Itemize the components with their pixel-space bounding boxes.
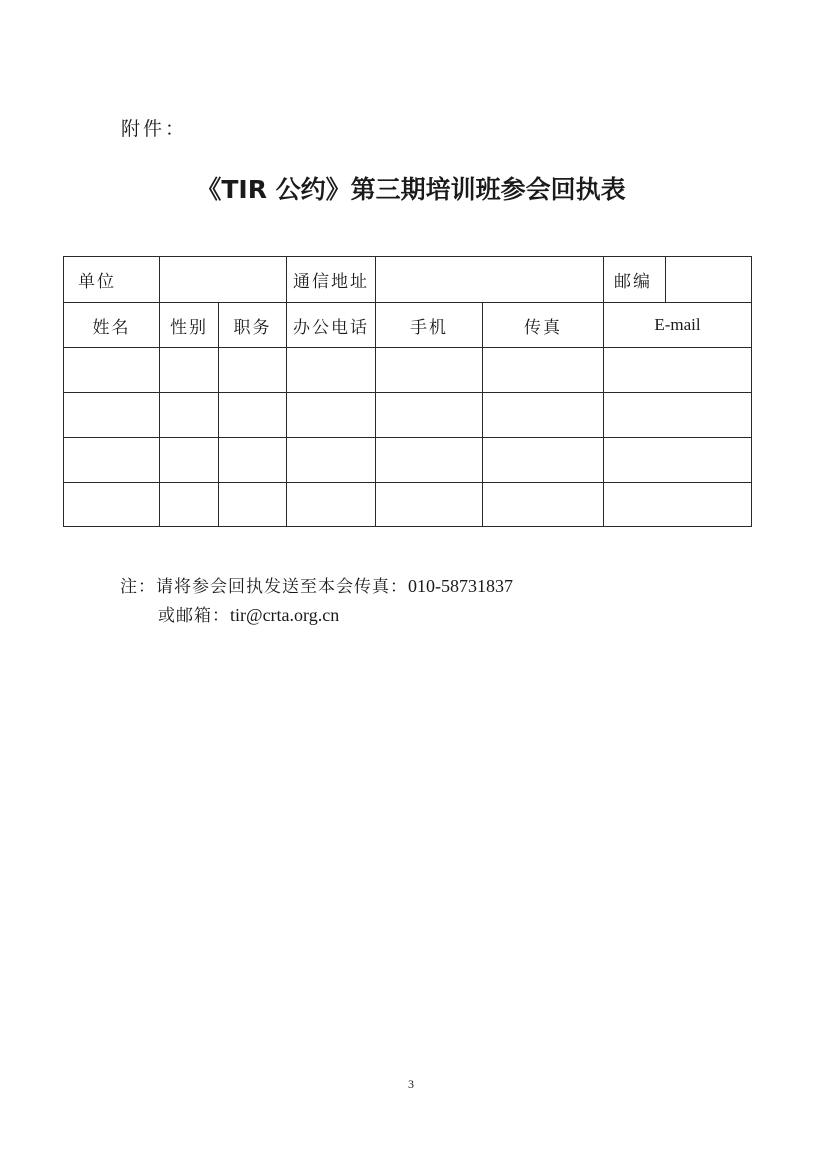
cell-fax[interactable] (483, 438, 604, 483)
unit-row (64, 257, 752, 303)
header-email: E-mail (604, 303, 752, 348)
cell-office-phone[interactable] (287, 348, 376, 393)
email-note (158, 606, 339, 625)
cell-email[interactable] (604, 348, 752, 393)
cell-position[interactable] (219, 393, 287, 438)
cell-email[interactable] (604, 438, 752, 483)
cell-gender[interactable] (160, 393, 219, 438)
cell-mobile[interactable] (376, 348, 483, 393)
cell-name[interactable] (64, 393, 160, 438)
header-fax: 传真 (483, 303, 604, 348)
cell-name[interactable] (64, 348, 160, 393)
cell-name[interactable] (64, 438, 160, 483)
unit-label: 单位 (64, 257, 160, 303)
page-number: 3 (408, 1077, 414, 1091)
cell-gender[interactable] (160, 438, 219, 483)
fax-number: 010-58731837 (408, 576, 513, 596)
header-mobile: 手机 (376, 303, 483, 348)
email-prefix: 或邮箱： (158, 606, 230, 626)
address-value-cell[interactable] (376, 257, 604, 303)
cell-office-phone[interactable] (287, 393, 376, 438)
header-position: 职务 (219, 303, 287, 348)
registration-form-table (63, 256, 752, 527)
cell-position[interactable] (219, 438, 287, 483)
cell-mobile[interactable] (376, 393, 483, 438)
submission-note (120, 577, 513, 596)
table-row (64, 393, 752, 438)
attachment-label: 附件： (121, 118, 188, 140)
form-title: 《TIR 公约》第三期培训班参会回执表 (196, 175, 626, 204)
header-name: 姓名 (64, 303, 160, 348)
postcode-label: 邮编 (604, 257, 666, 303)
note-prefix: 注：请将参会回执发送至本会传真： (120, 577, 408, 597)
cell-fax[interactable] (483, 393, 604, 438)
cell-gender[interactable] (160, 483, 219, 527)
cell-position[interactable] (219, 348, 287, 393)
cell-email[interactable] (604, 393, 752, 438)
cell-mobile[interactable] (376, 438, 483, 483)
cell-fax[interactable] (483, 348, 604, 393)
cell-office-phone[interactable] (287, 438, 376, 483)
cell-position[interactable] (219, 483, 287, 527)
unit-value-cell[interactable] (160, 257, 287, 303)
table-row (64, 438, 752, 483)
cell-name[interactable] (64, 483, 160, 527)
email-address[interactable]: tir@crta.org.cn (230, 605, 340, 625)
postcode-value-cell[interactable] (666, 257, 752, 303)
cell-office-phone[interactable] (287, 483, 376, 527)
cell-fax[interactable] (483, 483, 604, 527)
address-label: 通信地址 (287, 257, 376, 303)
header-row (64, 303, 752, 348)
cell-mobile[interactable] (376, 483, 483, 527)
cell-email[interactable] (604, 483, 752, 527)
header-office-phone: 办公电话 (287, 303, 376, 348)
table-row (64, 348, 752, 393)
cell-gender[interactable] (160, 348, 219, 393)
header-gender: 性别 (160, 303, 219, 348)
table-row (64, 483, 752, 527)
